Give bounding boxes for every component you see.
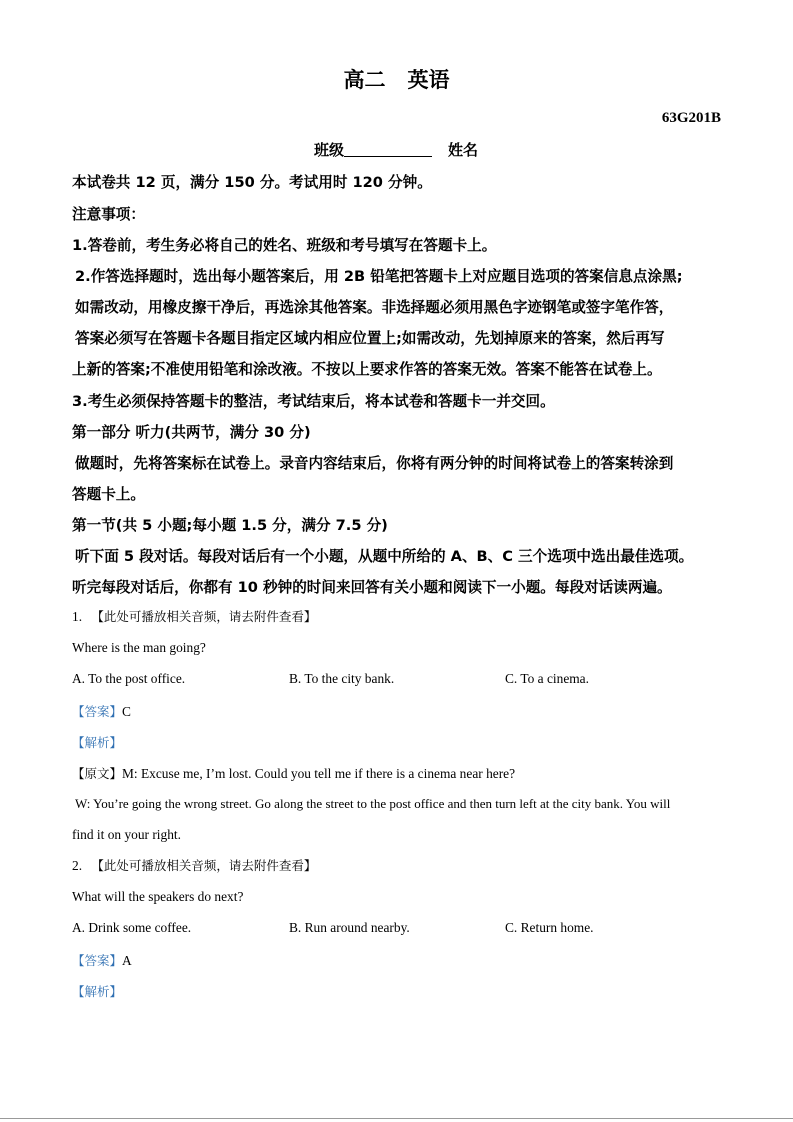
question-2-option-c: C. Return home. xyxy=(505,920,594,935)
analysis-label: 【解析】 xyxy=(72,984,123,999)
question-1-transcript-line-1 xyxy=(72,764,515,782)
exam-code: 63G201B xyxy=(661,110,721,126)
question-1-analysis xyxy=(72,733,122,751)
question-2-text: What will the speakers do next? xyxy=(72,889,244,904)
question-1-number: 1. xyxy=(72,609,83,624)
notice-title: 注意事项： xyxy=(72,206,145,223)
question-1-option-b: B. To the city bank. xyxy=(289,671,395,686)
section1-heading: 第一节(共 5 小题;每小题 1.5 分，满分 7.5 分) xyxy=(72,517,388,534)
section1-desc-line-2: 听完每段对话后，你都有 10 秒钟的时间来回答有关小题和阅读下一小题。每段对话读两遍。 xyxy=(72,579,672,596)
notice-item-2-line-2: 如需改动，用橡皮擦干净后，再选涂其他答案。非选择题必须用黑色字迹钢笔或签字笔作答， xyxy=(75,299,674,316)
answer-label: 【答案】 xyxy=(72,953,123,968)
title-subject: 英语 xyxy=(407,68,450,92)
part1-heading: 第一部分 听力(共两节，满分 30 分) xyxy=(72,424,311,441)
answer-value: C xyxy=(122,704,131,719)
notice-item-2-line-3: 答案必须写在答题卡各题目指定区域内相应位置上;如需改动，先划掉原来的答案，然后再写 xyxy=(75,330,665,347)
page-bottom-divider xyxy=(0,1118,793,1119)
question-2-answer xyxy=(72,951,132,969)
question-2-option-a: A. Drink some coffee. xyxy=(72,920,192,935)
section1-desc-line-1: 听下面 5 段对话。每段对话后有一个小题，从题中所给的 A、B、C 三个选项中选出最佳选项。 xyxy=(75,548,694,565)
question-2-analysis xyxy=(72,982,122,1000)
question-2-audio-note xyxy=(72,856,316,874)
name-label: 姓名 xyxy=(448,141,479,159)
question-1-answer xyxy=(72,702,131,720)
transcript-label: 【原文】 xyxy=(72,766,123,781)
question-1-option-c: C. To a cinema. xyxy=(505,671,589,686)
part1-desc-line-1: 做题时，先将答案标在试卷上。录音内容结束后，你将有两分钟的时间将试卷上的答案转涂到 xyxy=(75,455,674,472)
notice-item-2-line-1: 2.作答选择题时，选出每小题答案后，用 2B 铅笔把答题卡上对应题目选项的答案信息点涂黑; xyxy=(75,268,683,285)
answer-label: 【答案】 xyxy=(72,704,123,719)
exam-intro: 本试卷共 12 页，满分 150 分。考试用时 120 分钟。 xyxy=(72,174,432,191)
class-blank xyxy=(344,142,432,157)
transcript-text: M: Excuse me, I’m lost. Could you tell me if there is a cinema near here? xyxy=(122,766,516,781)
question-1-transcript-line-2: W: You’re going the wrong street. Go along the street to the post office and then turn left at the city bank. You will xyxy=(75,796,671,811)
question-1-transcript-line-3: find it on your right. xyxy=(72,827,181,842)
notice-item-1: 1.答卷前，考生务必将自己的姓名、班级和考号填写在答题卡上。 xyxy=(72,237,497,254)
question-1-audio-note xyxy=(72,607,316,625)
title-grade: 高二 xyxy=(343,68,386,92)
question-1-text: Where is the man going? xyxy=(72,640,206,655)
notice-item-3: 3.考生必须保持答题卡的整洁，考试结束后，将本试卷和答题卡一并交回。 xyxy=(72,393,555,410)
notice-item-2-line-4: 上新的答案;不准使用铅笔和涂改液。不按以上要求作答的答案无效。答案不能答在试卷上。 xyxy=(72,361,662,378)
question-2-option-b: B. Run around nearby. xyxy=(289,920,410,935)
class-label: 班级 xyxy=(314,141,345,159)
page-title xyxy=(0,64,793,94)
analysis-label: 【解析】 xyxy=(72,735,123,750)
question-2-number: 2. xyxy=(72,858,83,873)
audio-note: 【此处可播放相关音频，请去附件查看】 xyxy=(91,609,317,624)
audio-note: 【此处可播放相关音频，请去附件查看】 xyxy=(91,858,317,873)
answer-value: A xyxy=(122,953,132,968)
part1-desc-line-2: 答题卡上。 xyxy=(72,486,145,503)
class-name-line xyxy=(314,139,478,160)
question-1-option-a: A. To the post office. xyxy=(72,671,186,686)
